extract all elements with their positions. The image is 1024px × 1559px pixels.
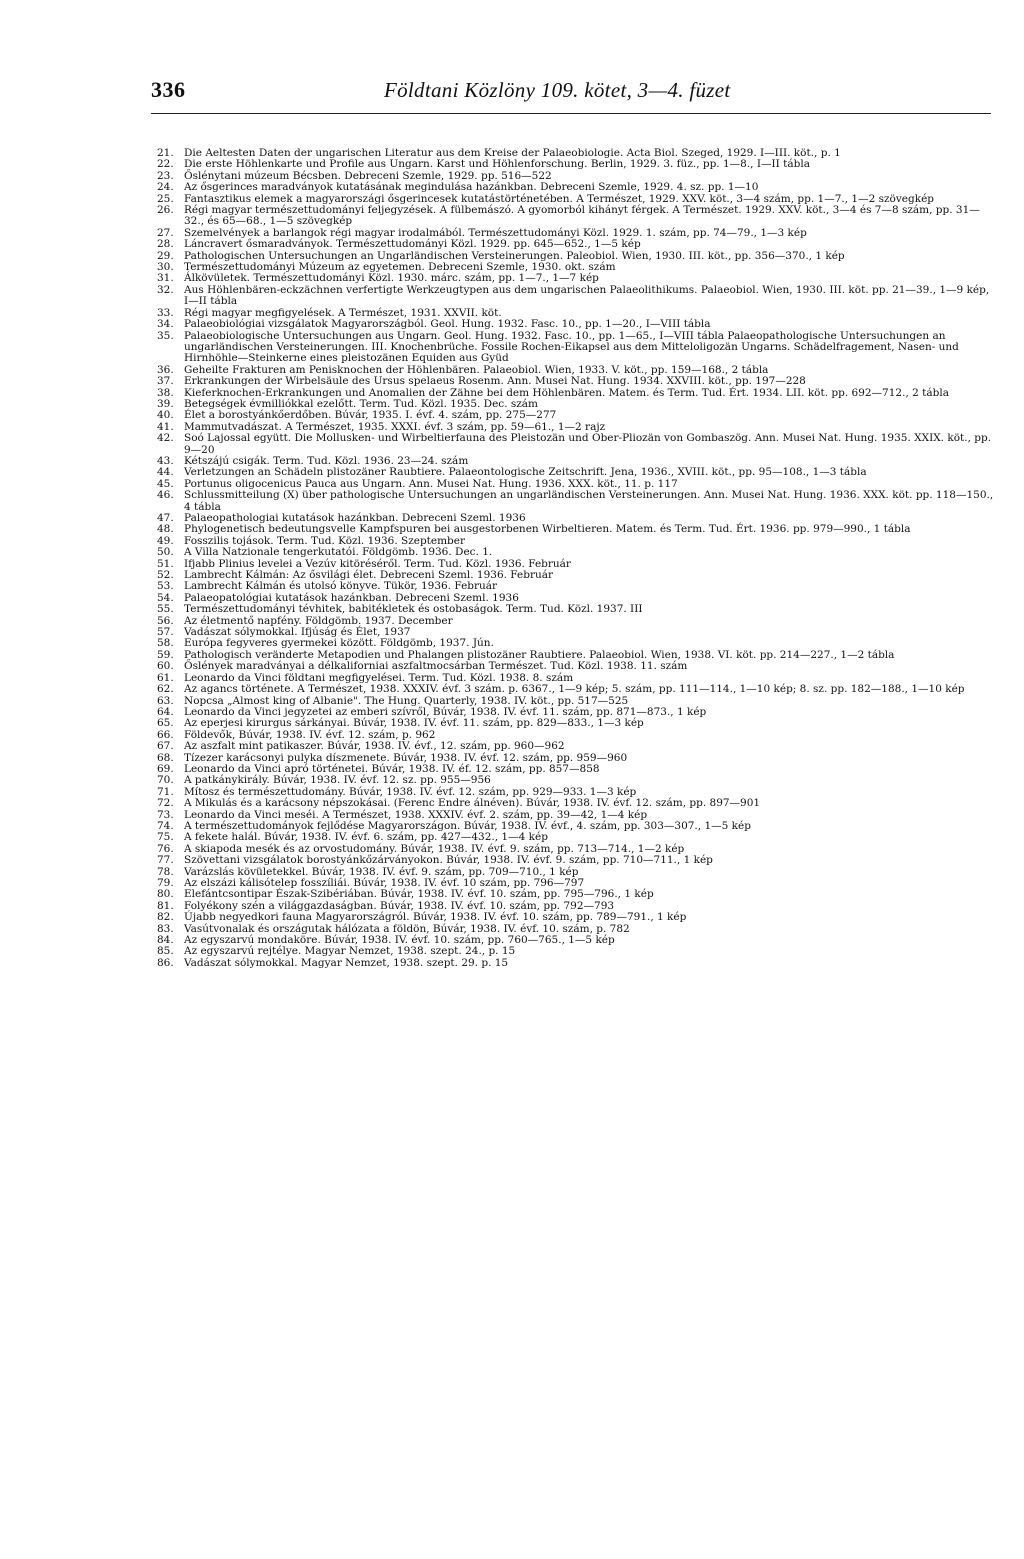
reference-number: 60. (157, 660, 174, 673)
reference-number: 84. (157, 934, 174, 947)
reference-text: Elefántcsontipar Észak-Szibériában. Búvár, 1938. IV. évf. 10. szám, pp. 795—796., 1 kép (184, 888, 654, 901)
reference-list (157, 148, 995, 969)
reference-text: Soó Lajossal együtt. Die Mollusken- und Wirbeltierfauna des Pleistozän und Ober-Pliozän von Gombaszög. Ann. Musei Nat. Hung. 1935. XXIX. köt., pp. 9—20 (184, 432, 992, 456)
reference-text: Pathologischen Untersuchungen an Ungarländischen Versteinerungen. Paleobiol. Wien, 1930. III. köt., pp. 356—370., 1 kép (184, 249, 845, 262)
reference-number: 47. (157, 512, 174, 524)
reference-number: 27. (157, 226, 174, 239)
reference-text: Vasútvonalak és országutak hálózata a földön, Búvár, 1938. IV. évf. 10. szám, p. 782 (184, 922, 630, 935)
reference-text: Álkövületek. Természettudományi Közl. 1930. márc. szám, pp. 1—7., 1—7 kép (184, 272, 599, 285)
page-number: 336 (151, 77, 186, 102)
reference-item (157, 205, 995, 228)
reference-text: Leonardo da Vinci jegyzetei az emberi szívről, Búvár, 1938. IV. évf. 11. szám, pp. 871—873., 1 kép (184, 705, 707, 718)
reference-item (157, 331, 995, 365)
reference-text: Szemelvények a barlangok régi magyar irodalmából. Természettudományi Közl. 1929. 1. szám, pp. 74—79., 1—3 kép (184, 226, 807, 239)
reference-number: 21. (157, 147, 174, 159)
reference-number: 61. (157, 671, 174, 684)
reference-text: Régi magyar természettudományi feljegyzések. A fülbemászó. A gyomorból kihányt férgek. A Természet. 1929. XXV. köt., 3—4 és 7—8 szám, pp. 31—32., és 65—68., 1—5 szövegkép (184, 204, 980, 228)
reference-text: Betegségek évmilliókkal ezelőtt. Term. Tud. Közl. 1935. Dec. szám (184, 397, 539, 410)
reference-text: Phylogenetisch bedeutungsvelle Kampfspuren bei ausgestorbenen Wirbeltieren. Matem. és Term. Tud. Ért. 1936. pp. 979—990., 1 tábla (184, 523, 911, 536)
reference-number: 83. (157, 922, 174, 935)
reference-number: 58. (157, 637, 174, 650)
reference-text: Portunus oligocenicus Pauca aus Ungarn. Ann. Musei Nat. Hung. 1936. XXX. köt., 11. p. 117 (184, 477, 678, 490)
reference-text: Geheilte Frakturen am Penisknochen der Höhlenbären. Palaeobiol. Wien, 1933. V. köt., pp. 159—168., 2 tábla (184, 363, 769, 376)
header-rule (151, 113, 991, 114)
reference-number: 85. (157, 945, 174, 958)
reference-number: 23. (157, 169, 174, 182)
reference-number: 55. (157, 603, 174, 616)
reference-number: 22. (157, 158, 174, 171)
reference-text: Nopcsa „Almost king of Albanie". The Hung. Quarterly, 1938. IV. köt., pp. 517—525 (184, 694, 629, 707)
reference-number: 49. (157, 534, 174, 547)
reference-number: 69. (157, 762, 174, 775)
reference-text: Fosszilis tojások. Term. Tud. Közl. 1936. Szeptember (184, 534, 466, 547)
reference-text: Pathologisch veränderte Metapodien und Phalangen plistozäner Raubtiere. Palaeobiol. Wien, 1938. VI. köt. pp. 214—227., 1—2 tábla (184, 648, 895, 661)
reference-number: 45. (157, 477, 174, 490)
reference-text: Ifjabb Plinius levelei a Vezúv kitöréséről. Term. Tud. Közl. 1936. Február (184, 557, 571, 570)
reference-text: Palaeopatológiai kutatások hazánkban. Debreceni Szeml. 1936 (184, 591, 519, 604)
reference-number: 82. (157, 911, 174, 924)
reference-number: 68. (157, 751, 174, 764)
reference-number: 71. (157, 785, 174, 798)
reference-number: 41. (157, 420, 174, 433)
reference-number: 44. (157, 466, 174, 479)
reference-text: Újabb negyedkori fauna Magyarországról. Búvár, 1938. IV. évf. 10. szám, pp. 789—791., 1 kép (184, 911, 687, 924)
reference-number: 73. (157, 808, 174, 821)
reference-number: 59. (157, 648, 174, 661)
reference-number: 35. (157, 329, 174, 342)
reference-number: 42. (157, 432, 174, 445)
reference-text: A természettudományok fejlődése Magyarországon. Búvár, 1938. IV. évf., 4. szám, pp. 303—307., 1—5 kép (184, 819, 751, 832)
reference-number: 79. (157, 877, 174, 889)
reference-text: Európa fegyveres gyermekei között. Földgömb, 1937. Jún. (184, 637, 494, 650)
reference-number: 48. (157, 523, 174, 536)
reference-text: Tízezer karácsonyi pulyka díszmenete. Búvár, 1938. IV. évf. 12. szám, pp. 959—960 (184, 751, 628, 764)
reference-text: Mítosz és természettudomány. Búvár, 1938. IV. évf. 12. szám, pp. 929—933. 1—3 kép (184, 785, 637, 798)
reference-text: Természettudományi tévhitek, babitékletek és ostobaságok. Term. Tud. Közl. 1937. III (184, 603, 643, 616)
reference-text: Az egyszarvú rejtélye. Magyar Nemzet, 1938. szept. 24., p. 15 (184, 945, 516, 958)
reference-number: 63. (157, 694, 174, 707)
reference-text: Az aszfalt mint patikaszer. Búvár, 1938. IV. évf., 12. szám, pp. 960—962 (184, 740, 565, 753)
reference-text: A Mikulás és a karácsony népszokásai. (Ferenc Endre álnéven). Búvár, 1938. IV. évf. 12. szám, pp. 897—901 (184, 797, 761, 810)
reference-number: 57. (157, 626, 174, 639)
reference-number: 62. (157, 683, 174, 696)
reference-text: Az elszázi kálisótelep fosszíliái. Búvár, 1938. IV. évf. 10 szám, pp. 796—797 (184, 877, 585, 889)
reference-text: Fantasztikus elemek a magyarországi ősgerincesek kutatástörténetében. A Természet, 1929. XXV. köt., 3—4 szám, pp. 1—7., 1—2 szövegkép (184, 192, 935, 205)
reference-number: 40. (157, 409, 174, 422)
reference-text: Vadászat sólymokkal. Magyar Nemzet, 1938. szept. 29. p. 15 (184, 956, 509, 969)
reference-item (157, 958, 995, 969)
reference-number: 72. (157, 797, 174, 810)
reference-text: Die Aeltesten Daten der ungarischen Literatur aus dem Kreise der Palaeobiologie. Acta Biol. Szeged, 1929. I—III. köt., p. 1 (184, 147, 841, 159)
reference-text: Élet a borostyánkőerdőben. Búvár, 1935. I. évf. 4. szám, pp. 275—277 (184, 409, 557, 422)
reference-number: 38. (157, 386, 174, 399)
page-header (151, 77, 991, 107)
reference-text: Kétszájú csigák. Term. Tud. Közl. 1936. 23—24. szám (184, 454, 469, 467)
reference-text: Erkrankungen der Wirbelsäule des Ursus spelaeus Rosenm. Ann. Musei Nat. Hung. 1934. XXVIII. köt., pp. 197—228 (184, 375, 806, 388)
reference-number: 65. (157, 717, 174, 730)
reference-number: 31. (157, 272, 174, 285)
reference-text: A patkánykirály. Búvár, 1938. IV. évf. 12. sz. pp. 955—956 (184, 774, 491, 787)
reference-number: 43. (157, 454, 174, 467)
reference-item (157, 490, 995, 513)
reference-text: Lambrecht Kálmán: Az ősvilági élet. Debreceni Szeml. 1936. Február (184, 569, 554, 582)
reference-number: 29. (157, 249, 174, 262)
reference-text: Természettudományi Múzeum az egyetemen. Debreceni Szemle, 1930. okt. szám (184, 261, 616, 274)
reference-number: 50. (157, 546, 174, 559)
reference-text: Palaeopathologiai kutatások hazánkban. Debreceni Szeml. 1936 (184, 512, 526, 524)
reference-number: 39. (157, 397, 174, 410)
reference-text: A fekete halál. Búvár, 1938. IV. évf. 6. szám, pp. 427—432., 1—4 kép (184, 831, 548, 844)
reference-number: 46. (157, 489, 174, 502)
reference-text: Folyékony szén a világgazdaságban. Búvár, 1938. IV. évf. 10. szám, pp. 792—793 (184, 899, 615, 912)
reference-number: 81. (157, 899, 174, 912)
reference-number: 70. (157, 774, 174, 787)
reference-number: 28. (157, 238, 174, 251)
reference-number: 67. (157, 740, 174, 753)
reference-text: Az eperjesi kirurgus sárkányai. Búvár, 1938. IV. évf. 11. szám, pp. 829—833., 1—3 kép (184, 717, 644, 730)
reference-text: Az egyszarvú mondaköre. Búvár, 1938. IV. évf. 10. szám, pp. 760—765., 1—5 kép (184, 934, 615, 947)
reference-number: 56. (157, 614, 174, 627)
reference-text: Vadászat sólymokkal. Ifjúság és Élet, 1937 (184, 626, 411, 639)
reference-text: Verletzungen an Schädeln plistozäner Raubtiere. Palaeontologische Zeitschrift. Jena, 1936., XVIII. köt., pp. 95—108., 1—3 tábla (184, 466, 867, 479)
reference-text: Leonardo da Vinci földtani megfigyelései. Term. Tud. Közl. 1938. 8. szám (184, 671, 574, 684)
reference-text: Aus Höhlenbären-eckzächnen verfertigte Werkzeugtypen aus dem ungarischen Palaeolithikums. Palaeobiol. Wien, 1930. III. köt. pp. 21—39., 1—9 kép, I—II tábla (184, 283, 990, 308)
reference-number: 66. (157, 728, 174, 741)
reference-item (157, 285, 995, 308)
reference-number: 64. (157, 705, 174, 718)
reference-number: 75. (157, 831, 174, 844)
reference-text: Az ősgerinces maradványok kutatásának megindulása hazánkban. Debreceni Szemle, 1929. 4. sz. pp. 1—10 (184, 181, 759, 194)
reference-text: Schlussmitteilung (X) über pathologische Untersuchungen an ungarländischen Versteinerungen. Ann. Musei Nat. Hung. 1936. XXX. köt. pp. 118—150., 4 tábla (184, 489, 994, 513)
reference-number: 33. (157, 306, 174, 319)
running-title: Földtani Közlöny 109. kötet, 3—4. füzet (384, 78, 731, 102)
reference-number: 74. (157, 819, 174, 832)
reference-text: Szövettani vizsgálatok borostyánkőzárványokon. Búvár, 1938. IV. évf. 9. szám, pp. 710—711., 1 kép (184, 854, 713, 867)
reference-text: Őslények maradványai a délkaliforniai aszfaltmocsárban Természet. Tud. Közl. 1938. 11. szám (184, 660, 688, 673)
reference-text: Varázslás kövületekkel. Búvár, 1938. IV. évf. 9. szám, pp. 709—710., 1 kép (184, 865, 579, 878)
reference-number: 30. (157, 261, 174, 274)
reference-text: Őslénytani múzeum Bécsben. Debreceni Szemle, 1929. pp. 516—522 (184, 169, 552, 182)
reference-number: 26. (157, 204, 174, 217)
reference-number: 51. (157, 557, 174, 570)
reference-number: 77. (157, 854, 174, 867)
reference-text: Lambrecht Kálmán és utolsó könyve. Tükör, 1936. Február (184, 580, 498, 593)
reference-text: Palaeobiológiai vizsgálatok Magyarországból. Geol. Hung. 1932. Fasc. 10., pp. 1—20., I—VIII tábla (184, 318, 711, 331)
reference-number: 34. (157, 318, 174, 331)
reference-text: Földevők, Búvár, 1938. IV. évf. 12. szám, p. 962 (184, 728, 436, 741)
reference-number: 86. (157, 956, 174, 969)
reference-text: Az életmentő napfény. Földgömb. 1937. December (184, 614, 453, 627)
reference-number: 36. (157, 363, 174, 376)
reference-number: 25. (157, 192, 174, 205)
reference-number: 54. (157, 591, 174, 604)
reference-text: Kieferknochen-Erkrankungen und Anomalien der Zähne bei dem Höhlenbären. Matem. és Term. Tud. Ért. 1934. LII. köt. pp. 692—712., 2 tábla (184, 386, 949, 399)
reference-text: Palaeobiologische Untersuchungen aus Ungarn. Geol. Hung. 1932. Fasc. 10., pp. 1—65., I—VIII tábla Palaeopathologische Untersuchungen an ungarländischen Versteinerungen. III. Knochenbrüche. Fossile Rochen-Eikapsel aus dem Mitteloligozän Ungarns. Schädelfragement, Nasen- und Hirnhöhle—Steinkerne eines pleistozänen Equiden aus Gyüd (184, 329, 959, 365)
reference-number: 37. (157, 375, 174, 388)
reference-number: 32. (157, 283, 174, 296)
reference-text: Mammutvadászat. A Természet, 1935. XXXI. évf. 3 szám, pp. 59—61., 1—2 rajz (184, 420, 606, 433)
reference-text: Die erste Höhlenkarte und Profile aus Ungarn. Karst und Höhlenforschung. Berlin, 1929. 3. füz., pp. 1—8., I—II tábla (184, 158, 810, 171)
reference-number: 53. (157, 580, 174, 593)
reference-text: Láncravert ősmaradványok. Természettudományi Közl. 1929. pp. 645—652., 1—5 kép (184, 238, 641, 251)
reference-text: Leonardo da Vinci meséi. A Természet, 1938. XXXIV. évf. 2. szám, pp. 39—42, 1—4 kép (184, 808, 648, 821)
reference-number: 24. (157, 181, 174, 194)
reference-number: 52. (157, 569, 174, 582)
reference-item (157, 433, 995, 456)
reference-text: Az agancs története. A Természet, 1938. XXXIV. évf. 3 szám. p. 6367., 1—9 kép; 5. szám, pp. 111—114., 1—10 kép; 8. sz. pp. 182—188., 1—10 kép (184, 683, 965, 696)
reference-number: 78. (157, 865, 174, 878)
reference-text: A skiapoda mesék és az orvostudomány. Búvár, 1938. IV. évf. 9. szám, pp. 713—714., 1—2 kép (184, 842, 685, 855)
reference-text: Régi magyar megfigyelések. A Természet, 1931. XXVII. köt. (184, 306, 502, 319)
reference-text: A Villa Natzionale tengerkutatói. Földgömb. 1936. Dec. 1. (184, 546, 493, 559)
reference-number: 76. (157, 842, 174, 855)
reference-text: Leonardo da Vinci apró történetei. Búvár, 1938. IV. éf. 12. szám, pp. 857—858 (184, 762, 600, 775)
reference-number: 80. (157, 888, 174, 901)
